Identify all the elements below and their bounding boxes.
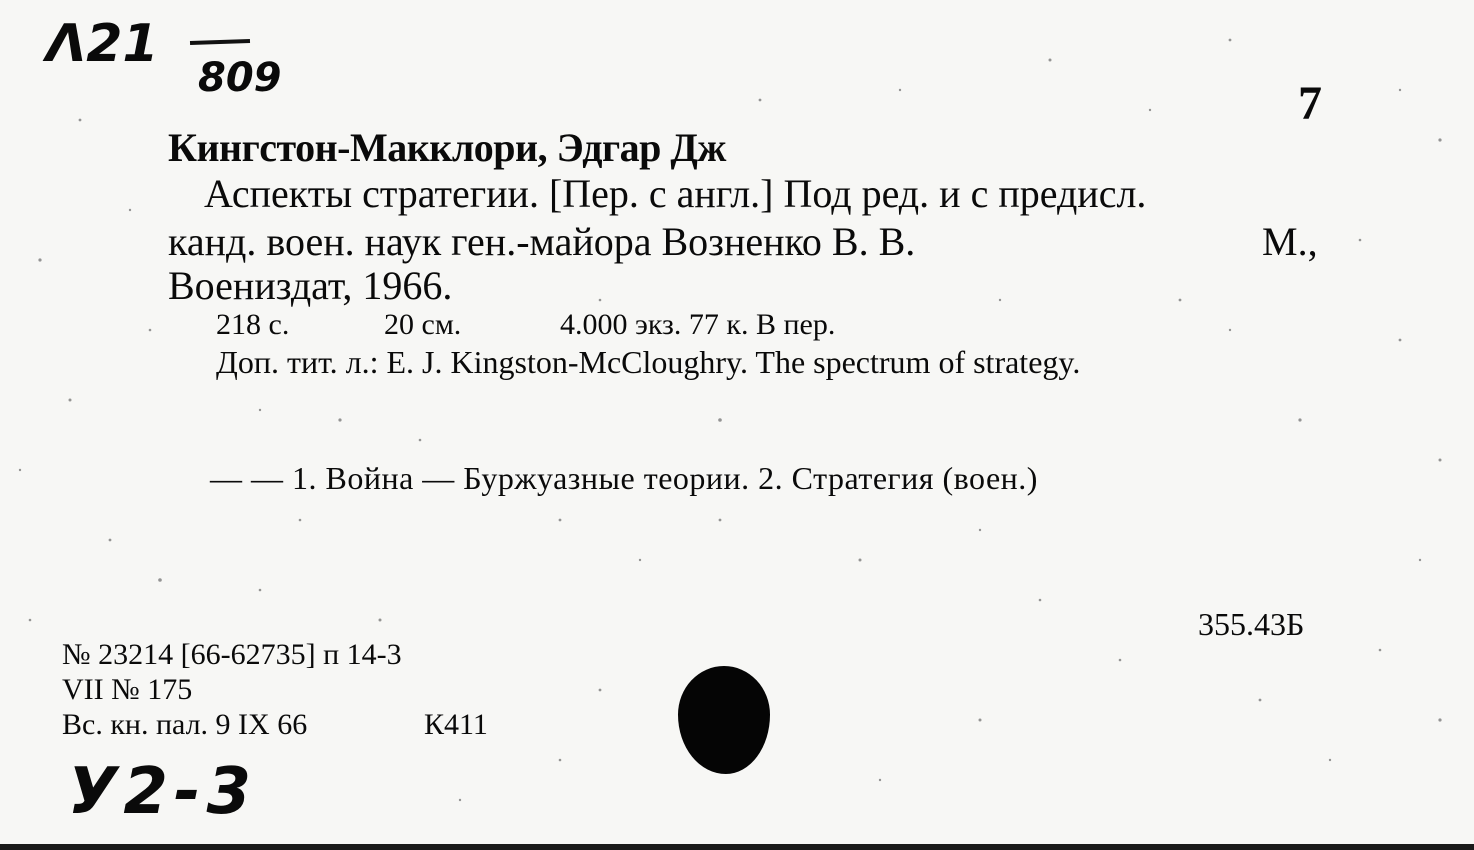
title-line-1: Аспекты стратегии. [Пер. с англ.] Под ред. и с предисл. [204, 171, 1147, 216]
publication-place: М., [1262, 219, 1318, 264]
card-bottom-edge [0, 844, 1474, 850]
card-code: К411 [424, 708, 488, 741]
publisher-year: Воениздат, 1966. [168, 263, 453, 308]
series-line: VII № 175 [62, 673, 193, 706]
author-heading: Кингстон-Макклори, Эдгар Дж [168, 125, 726, 170]
page-count: 218 с. [216, 308, 290, 341]
page-number: 7 [1298, 77, 1322, 130]
handwritten-shelfmark: Λ21 [46, 14, 159, 74]
chamber-line: Вс. кн. пал. 9 IX 66 [62, 708, 308, 741]
subject-headings: — — 1. Война — Буржуазные теории. 2. Стратегия (воен.) [210, 460, 1038, 496]
handwritten-bottom-mark: У2-3 [68, 755, 257, 829]
handwritten-shelfmark-sub: 809 [198, 55, 282, 101]
registration-line: № 23214 [66-62735] п 14-3 [62, 638, 402, 671]
print-run-price: 4.000 экз. 77 к. В пер. [560, 308, 836, 341]
classification-number: 355.43Б [1198, 606, 1305, 642]
title-line-2: канд. воен. наук ген.-майора Возненко В. В. [168, 219, 916, 264]
book-size: 20 см. [384, 308, 462, 341]
parallel-title: Доп. тит. л.: E. J. Kingston-McCloughry. The spectrum of strategy. [216, 344, 1081, 380]
